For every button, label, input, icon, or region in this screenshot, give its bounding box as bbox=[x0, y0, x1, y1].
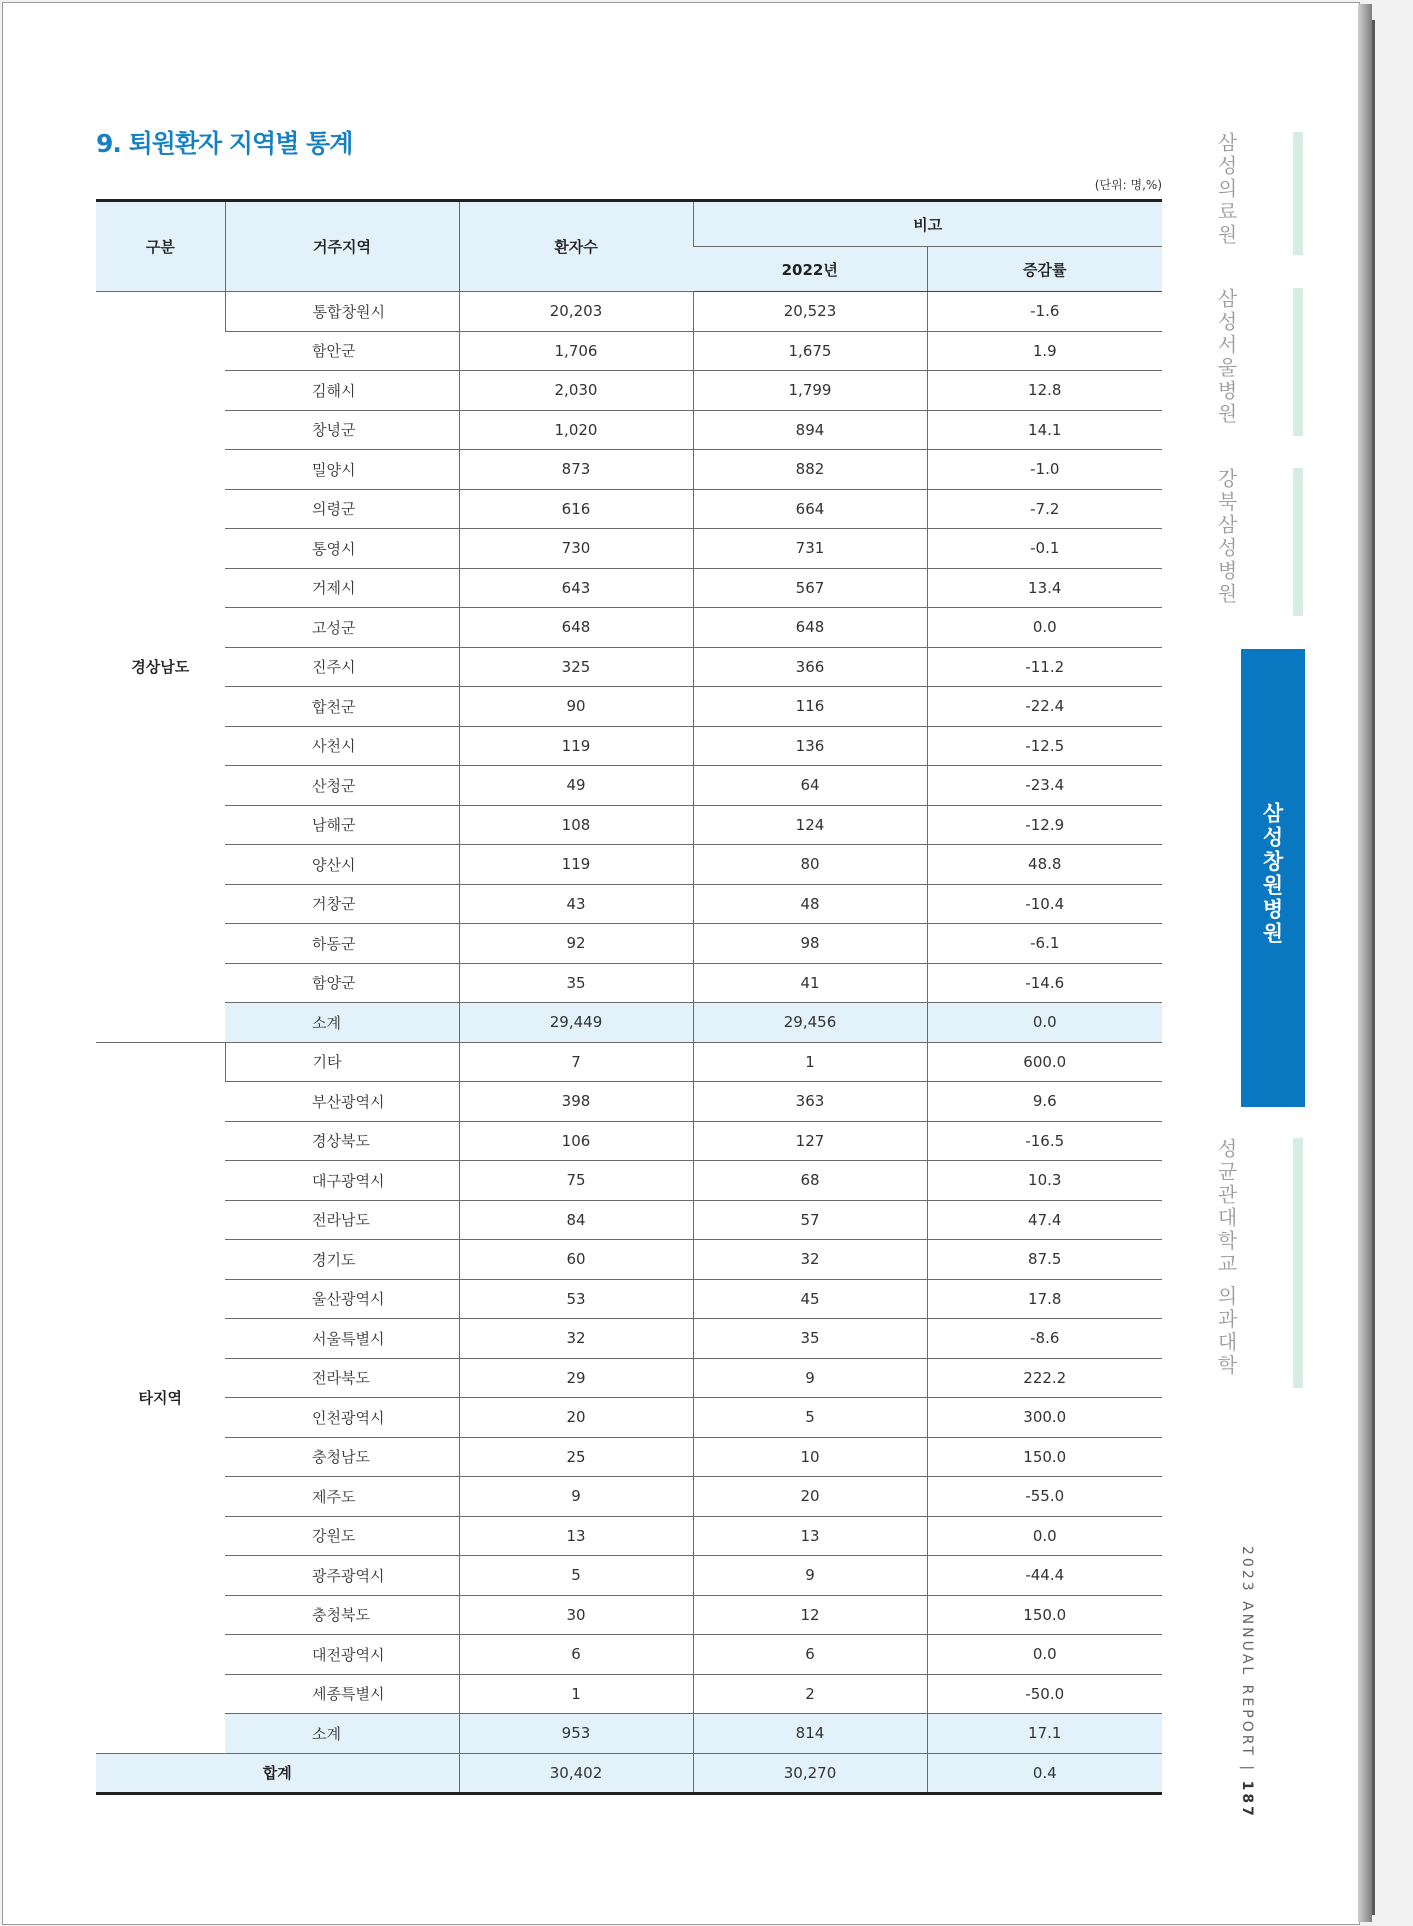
table-row bbox=[96, 331, 1162, 371]
patients-cell: 5 bbox=[459, 1556, 693, 1596]
patients-cell: 20,203 bbox=[459, 292, 693, 332]
change-cell: 17.8 bbox=[927, 1279, 1162, 1319]
page-edge bbox=[1358, 4, 1372, 1922]
patients-cell: 43 bbox=[459, 884, 693, 924]
year-cell: 894 bbox=[693, 410, 927, 450]
change-cell: -11.2 bbox=[927, 647, 1162, 687]
region-cell: 인천광역시 bbox=[225, 1398, 459, 1438]
patients-cell: 49 bbox=[459, 766, 693, 806]
header-category: 구분 bbox=[96, 201, 225, 292]
patients-cell: 730 bbox=[459, 529, 693, 569]
year-cell: 20,523 bbox=[693, 292, 927, 332]
table-row bbox=[96, 884, 1162, 924]
table-row bbox=[96, 1319, 1162, 1359]
side-tab-1[interactable]: 삼성의료원 bbox=[1214, 132, 1238, 247]
region-cell: 전라북도 bbox=[225, 1358, 459, 1398]
subtotal-year-cell: 814 bbox=[693, 1714, 927, 1754]
change-cell: -7.2 bbox=[927, 489, 1162, 529]
year-cell: 10 bbox=[693, 1437, 927, 1477]
table-row bbox=[96, 371, 1162, 411]
header-remarks: 비고 bbox=[693, 201, 1162, 247]
region-cell: 산청군 bbox=[225, 766, 459, 806]
change-cell: -14.6 bbox=[927, 963, 1162, 1003]
side-tab-5[interactable]: 성균관대학교 의과대학 bbox=[1214, 1138, 1238, 1378]
patients-cell: 53 bbox=[459, 1279, 693, 1319]
change-cell: 12.8 bbox=[927, 371, 1162, 411]
region-cell: 함양군 bbox=[225, 963, 459, 1003]
table-row bbox=[96, 1477, 1162, 1517]
active-side-tab-label: 삼성창원병원 bbox=[1260, 802, 1284, 946]
table-row bbox=[96, 450, 1162, 490]
change-cell: -1.6 bbox=[927, 292, 1162, 332]
table-row bbox=[96, 805, 1162, 845]
change-cell: 0.0 bbox=[927, 608, 1162, 648]
region-cell: 진주시 bbox=[225, 647, 459, 687]
change-cell: -22.4 bbox=[927, 687, 1162, 727]
patients-cell: 643 bbox=[459, 568, 693, 608]
header-year: 2022년 bbox=[693, 247, 927, 292]
table-row bbox=[96, 1042, 1162, 1082]
change-cell: -55.0 bbox=[927, 1477, 1162, 1517]
subtotal-row bbox=[96, 1003, 1162, 1043]
year-cell: 45 bbox=[693, 1279, 927, 1319]
change-cell: -50.0 bbox=[927, 1674, 1162, 1714]
table-row bbox=[96, 529, 1162, 569]
year-cell: 35 bbox=[693, 1319, 927, 1359]
table-row bbox=[96, 568, 1162, 608]
patients-cell: 6 bbox=[459, 1635, 693, 1675]
header-change: 증감률 bbox=[927, 247, 1162, 292]
table-row bbox=[96, 1161, 1162, 1201]
year-cell: 9 bbox=[693, 1358, 927, 1398]
change-cell: 150.0 bbox=[927, 1595, 1162, 1635]
total-change-cell: 0.4 bbox=[927, 1753, 1162, 1794]
year-cell: 731 bbox=[693, 529, 927, 569]
patients-cell: 84 bbox=[459, 1200, 693, 1240]
patients-cell: 32 bbox=[459, 1319, 693, 1359]
change-cell: 87.5 bbox=[927, 1240, 1162, 1280]
year-cell: 1 bbox=[693, 1042, 927, 1082]
region-cell: 함안군 bbox=[225, 331, 459, 371]
change-cell: -12.9 bbox=[927, 805, 1162, 845]
table-row bbox=[96, 845, 1162, 885]
table-row bbox=[96, 924, 1162, 964]
region-cell: 서울특별시 bbox=[225, 1319, 459, 1359]
change-cell: -6.1 bbox=[927, 924, 1162, 964]
patients-cell: 119 bbox=[459, 845, 693, 885]
section-title: 9. 퇴원환자 지역별 통계 bbox=[96, 129, 353, 158]
patients-cell: 9 bbox=[459, 1477, 693, 1517]
patients-cell: 2,030 bbox=[459, 371, 693, 411]
year-cell: 20 bbox=[693, 1477, 927, 1517]
region-cell: 거창군 bbox=[225, 884, 459, 924]
subtotal-change-cell: 0.0 bbox=[927, 1003, 1162, 1043]
region-cell: 사천시 bbox=[225, 726, 459, 766]
subtotal-year-cell: 29,456 bbox=[693, 1003, 927, 1043]
patients-cell: 108 bbox=[459, 805, 693, 845]
year-cell: 127 bbox=[693, 1121, 927, 1161]
table-row bbox=[96, 687, 1162, 727]
year-cell: 98 bbox=[693, 924, 927, 964]
page-edge-shadow bbox=[1372, 20, 1375, 1915]
patients-cell: 75 bbox=[459, 1161, 693, 1201]
region-cell: 거제시 bbox=[225, 568, 459, 608]
region-cell: 남해군 bbox=[225, 805, 459, 845]
change-cell: -23.4 bbox=[927, 766, 1162, 806]
patients-cell: 25 bbox=[459, 1437, 693, 1477]
region-cell: 합천군 bbox=[225, 687, 459, 727]
change-cell: 9.6 bbox=[927, 1082, 1162, 1122]
change-cell: -12.5 bbox=[927, 726, 1162, 766]
group-label: 경상남도 bbox=[96, 292, 225, 1043]
header-region: 거주지역 bbox=[225, 201, 459, 292]
page-footer bbox=[1239, 1546, 1255, 1819]
year-cell: 32 bbox=[693, 1240, 927, 1280]
change-cell: 222.2 bbox=[927, 1358, 1162, 1398]
year-cell: 12 bbox=[693, 1595, 927, 1635]
patients-cell: 90 bbox=[459, 687, 693, 727]
region-cell: 고성군 bbox=[225, 608, 459, 648]
region-cell: 부산광역시 bbox=[225, 1082, 459, 1122]
table-row bbox=[96, 1516, 1162, 1556]
year-cell: 13 bbox=[693, 1516, 927, 1556]
change-cell: 600.0 bbox=[927, 1042, 1162, 1082]
table-row bbox=[96, 608, 1162, 648]
year-cell: 648 bbox=[693, 608, 927, 648]
region-cell: 경상북도 bbox=[225, 1121, 459, 1161]
table-row bbox=[96, 963, 1162, 1003]
table-row bbox=[96, 1240, 1162, 1280]
side-tab-bar bbox=[1293, 288, 1303, 436]
change-cell: 300.0 bbox=[927, 1398, 1162, 1438]
table-row bbox=[96, 489, 1162, 529]
table-row bbox=[96, 1082, 1162, 1122]
year-cell: 48 bbox=[693, 884, 927, 924]
change-cell: 1.9 bbox=[927, 331, 1162, 371]
patients-cell: 35 bbox=[459, 963, 693, 1003]
region-cell: 전라남도 bbox=[225, 1200, 459, 1240]
side-tab-bar bbox=[1293, 1138, 1303, 1388]
total-label: 합계 bbox=[96, 1753, 459, 1794]
patients-cell: 398 bbox=[459, 1082, 693, 1122]
year-cell: 882 bbox=[693, 450, 927, 490]
change-cell: 47.4 bbox=[927, 1200, 1162, 1240]
subtotal-change-cell: 17.1 bbox=[927, 1714, 1162, 1754]
region-cell: 의령군 bbox=[225, 489, 459, 529]
patients-cell: 648 bbox=[459, 608, 693, 648]
patients-cell: 616 bbox=[459, 489, 693, 529]
year-cell: 363 bbox=[693, 1082, 927, 1122]
year-cell: 64 bbox=[693, 766, 927, 806]
change-cell: 10.3 bbox=[927, 1161, 1162, 1201]
page-number: 187 bbox=[1239, 1780, 1255, 1819]
region-cell: 김해시 bbox=[225, 371, 459, 411]
region-cell: 울산광역시 bbox=[225, 1279, 459, 1319]
header-patients: 환자수 bbox=[459, 201, 693, 292]
year-cell: 567 bbox=[693, 568, 927, 608]
change-cell: 14.1 bbox=[927, 410, 1162, 450]
patients-cell: 873 bbox=[459, 450, 693, 490]
patients-cell: 30 bbox=[459, 1595, 693, 1635]
table-row bbox=[96, 410, 1162, 450]
region-cell: 강원도 bbox=[225, 1516, 459, 1556]
patients-cell: 60 bbox=[459, 1240, 693, 1280]
subtotal-patients-cell: 953 bbox=[459, 1714, 693, 1754]
patients-cell: 20 bbox=[459, 1398, 693, 1438]
year-cell: 136 bbox=[693, 726, 927, 766]
year-cell: 41 bbox=[693, 963, 927, 1003]
total-row bbox=[96, 1753, 1162, 1794]
region-cell: 통합창원시 bbox=[225, 292, 459, 332]
year-cell: 57 bbox=[693, 1200, 927, 1240]
region-cell: 하동군 bbox=[225, 924, 459, 964]
region-cell: 양산시 bbox=[225, 845, 459, 885]
year-cell: 80 bbox=[693, 845, 927, 885]
patients-cell: 92 bbox=[459, 924, 693, 964]
year-cell: 1,799 bbox=[693, 371, 927, 411]
change-cell: 13.4 bbox=[927, 568, 1162, 608]
table-row bbox=[96, 647, 1162, 687]
change-cell: 0.0 bbox=[927, 1635, 1162, 1675]
patients-cell: 1,706 bbox=[459, 331, 693, 371]
region-cell: 광주광역시 bbox=[225, 1556, 459, 1596]
change-cell: -44.4 bbox=[927, 1556, 1162, 1596]
patients-cell: 13 bbox=[459, 1516, 693, 1556]
group-label: 타지역 bbox=[96, 1042, 225, 1753]
region-cell: 밀양시 bbox=[225, 450, 459, 490]
total-patients-cell: 30,402 bbox=[459, 1753, 693, 1794]
table-row bbox=[96, 1358, 1162, 1398]
side-tab-2[interactable]: 삼성서울병원 bbox=[1214, 288, 1238, 426]
subtotal-label: 소계 bbox=[225, 1714, 459, 1754]
year-cell: 5 bbox=[693, 1398, 927, 1438]
table-row bbox=[96, 1595, 1162, 1635]
table-row bbox=[96, 1200, 1162, 1240]
side-tab-bar bbox=[1293, 132, 1303, 255]
subtotal-patients-cell: 29,449 bbox=[459, 1003, 693, 1043]
change-cell: -8.6 bbox=[927, 1319, 1162, 1359]
change-cell: -1.0 bbox=[927, 450, 1162, 490]
table-row bbox=[96, 1556, 1162, 1596]
table-body bbox=[96, 292, 1162, 1794]
table-row bbox=[96, 292, 1162, 332]
region-cell: 경기도 bbox=[225, 1240, 459, 1280]
region-cell: 대전광역시 bbox=[225, 1635, 459, 1675]
year-cell: 6 bbox=[693, 1635, 927, 1675]
table-row bbox=[96, 1279, 1162, 1319]
table-row bbox=[96, 1121, 1162, 1161]
region-cell: 충청북도 bbox=[225, 1595, 459, 1635]
year-cell: 2 bbox=[693, 1674, 927, 1714]
change-cell: -16.5 bbox=[927, 1121, 1162, 1161]
region-cell: 창녕군 bbox=[225, 410, 459, 450]
year-cell: 116 bbox=[693, 687, 927, 727]
unit-note: (단위: 명,%) bbox=[1094, 178, 1162, 192]
table-row bbox=[96, 1635, 1162, 1675]
year-cell: 1,675 bbox=[693, 331, 927, 371]
year-cell: 9 bbox=[693, 1556, 927, 1596]
change-cell: -10.4 bbox=[927, 884, 1162, 924]
change-cell: 150.0 bbox=[927, 1437, 1162, 1477]
table-row bbox=[96, 726, 1162, 766]
patients-cell: 119 bbox=[459, 726, 693, 766]
table-row bbox=[96, 1398, 1162, 1438]
patients-cell: 1 bbox=[459, 1674, 693, 1714]
region-cell: 세종특별시 bbox=[225, 1674, 459, 1714]
patients-cell: 106 bbox=[459, 1121, 693, 1161]
change-cell: 0.0 bbox=[927, 1516, 1162, 1556]
table-row bbox=[96, 1437, 1162, 1477]
region-cell: 충청남도 bbox=[225, 1437, 459, 1477]
patients-cell: 1,020 bbox=[459, 410, 693, 450]
subtotal-row bbox=[96, 1714, 1162, 1754]
region-cell: 제주도 bbox=[225, 1477, 459, 1517]
side-tab-3[interactable]: 강북삼성병원 bbox=[1214, 468, 1238, 606]
subtotal-label: 소계 bbox=[225, 1003, 459, 1043]
table-row bbox=[96, 1674, 1162, 1714]
table-row bbox=[96, 766, 1162, 806]
patients-cell: 325 bbox=[459, 647, 693, 687]
side-tab-bar bbox=[1293, 468, 1303, 616]
region-cell: 통영시 bbox=[225, 529, 459, 569]
year-cell: 366 bbox=[693, 647, 927, 687]
patients-cell: 29 bbox=[459, 1358, 693, 1398]
change-cell: 48.8 bbox=[927, 845, 1162, 885]
region-cell: 기타 bbox=[225, 1042, 459, 1082]
change-cell: -0.1 bbox=[927, 529, 1162, 569]
year-cell: 664 bbox=[693, 489, 927, 529]
year-cell: 124 bbox=[693, 805, 927, 845]
region-cell: 대구광역시 bbox=[225, 1161, 459, 1201]
year-cell: 68 bbox=[693, 1161, 927, 1201]
total-year-cell: 30,270 bbox=[693, 1753, 927, 1794]
region-stats-table bbox=[96, 199, 1162, 1795]
footer-label: 2023 ANNUAL REPORT | bbox=[1239, 1546, 1255, 1781]
patients-cell: 7 bbox=[459, 1042, 693, 1082]
